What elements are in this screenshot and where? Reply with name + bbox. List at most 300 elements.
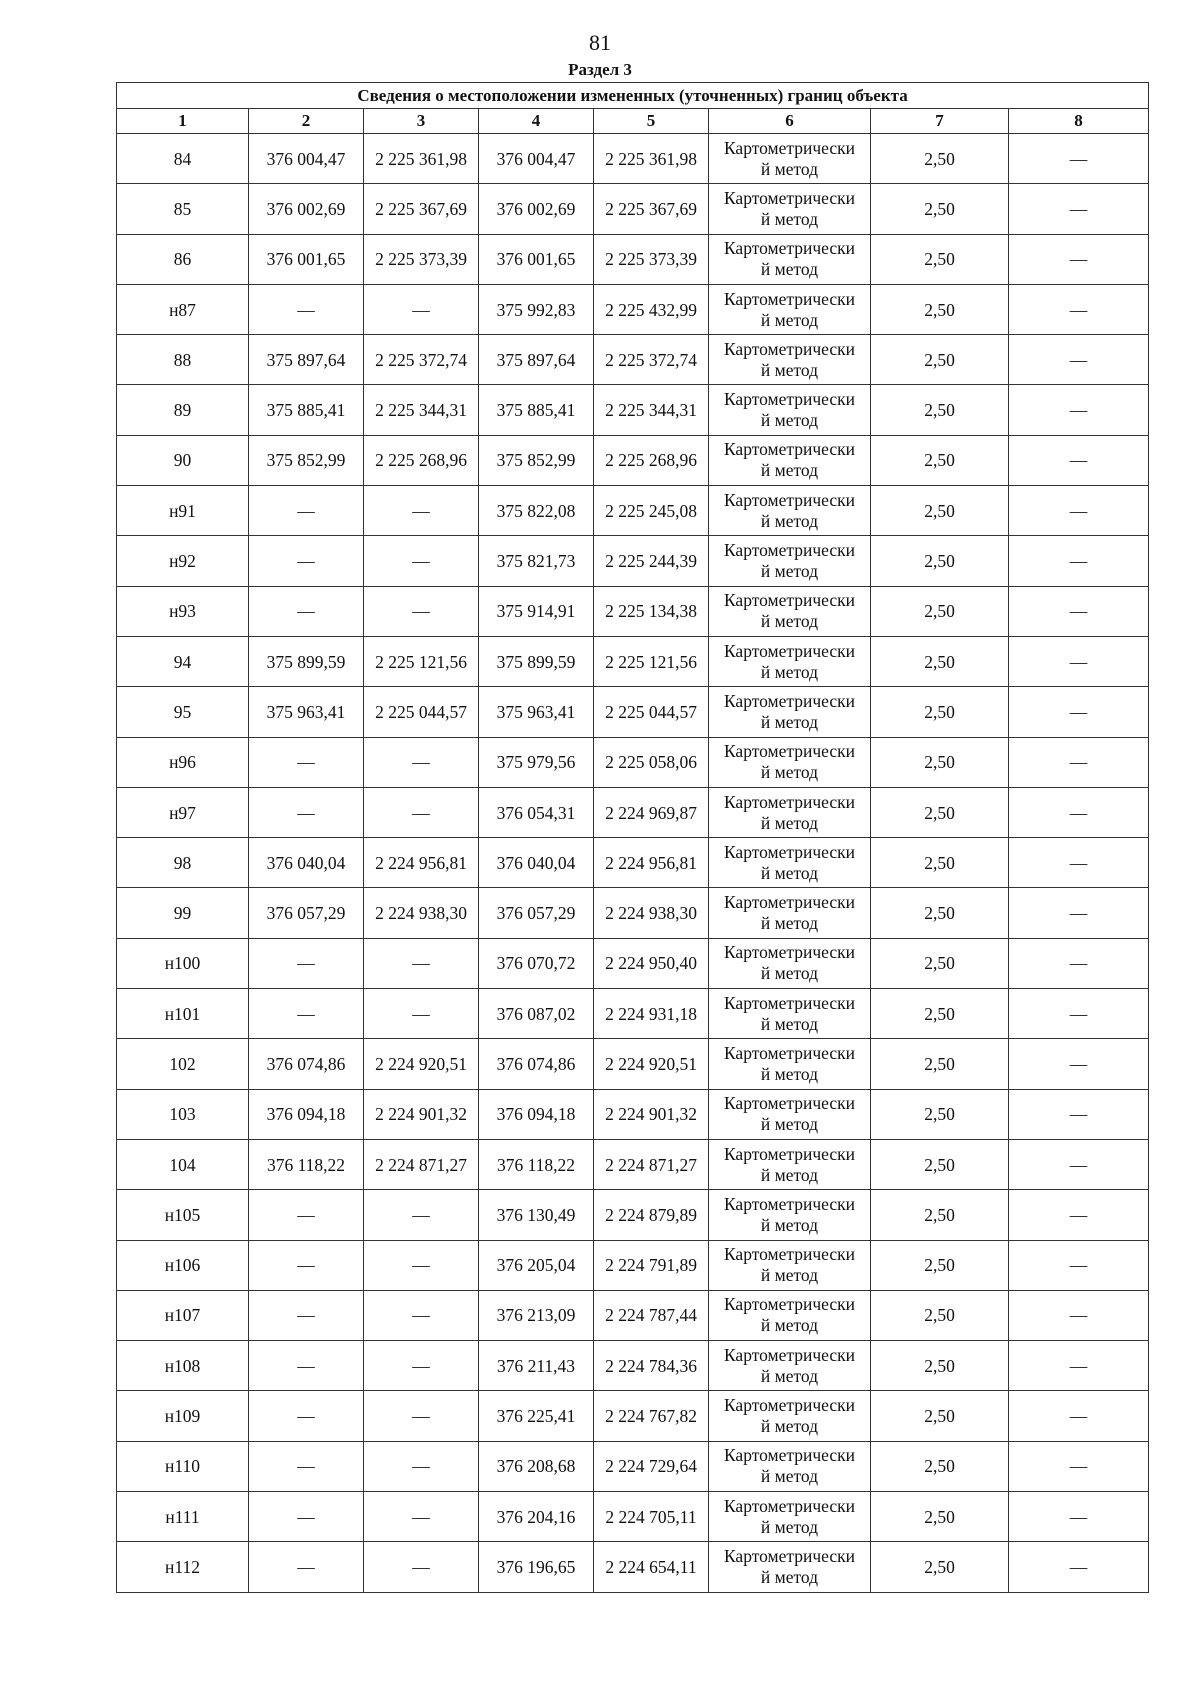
accuracy-cell: 2,50 [871,1089,1009,1139]
new-y-cell: 2 225 372,74 [594,335,709,385]
old-x-cell: 376 074,86 [249,1039,364,1089]
description-cell: — [1009,184,1149,234]
method-cell [709,234,871,284]
method-cell [709,1039,871,1089]
method-line-2: й метод [760,963,819,984]
point-number-cell: 90 [117,435,249,485]
table-row [117,335,1149,385]
accuracy-cell: 2,50 [871,1441,1009,1491]
point-number-cell: н97 [117,787,249,837]
old-x-cell: — [249,1441,364,1491]
old-x-cell: 376 094,18 [249,1089,364,1139]
boundary-coordinates-table [116,82,1149,1593]
method-cell [709,184,871,234]
method-line-1: Картометрически [723,1244,856,1265]
accuracy-cell: 2,50 [871,335,1009,385]
method-line-2: й метод [760,359,819,380]
old-y-cell: 2 225 044,57 [364,687,479,737]
table-row [117,1139,1149,1189]
method-cell [709,989,871,1039]
new-y-cell: 2 225 367,69 [594,184,709,234]
point-number-cell: 98 [117,838,249,888]
method-line-2: й метод [760,158,819,179]
point-number-cell: 86 [117,234,249,284]
method-line-1: Картометрически [723,841,856,862]
method-cell [709,787,871,837]
method-line-2: й метод [760,1416,819,1437]
old-x-cell: — [249,1290,364,1340]
new-y-cell: 2 224 787,44 [594,1290,709,1340]
point-number-cell: 103 [117,1089,249,1139]
old-x-cell: 376 001,65 [249,234,364,284]
new-y-cell: 2 225 134,38 [594,586,709,636]
old-x-cell: — [249,586,364,636]
method-line-2: й метод [760,1114,819,1135]
new-y-cell: 2 224 654,11 [594,1542,709,1592]
new-y-cell: 2 225 344,31 [594,385,709,435]
new-y-cell: 2 225 245,08 [594,486,709,536]
description-cell: — [1009,787,1149,837]
old-x-cell: — [249,1240,364,1290]
method-line-2: й метод [760,611,819,632]
old-x-cell: — [249,1391,364,1441]
table-caption-row [117,83,1149,109]
method-line-1: Картометрически [723,137,856,158]
method-line-1: Картометрически [723,590,856,611]
accuracy-cell: 2,50 [871,134,1009,184]
method-line-2: й метод [760,1164,819,1185]
method-cell [709,1542,871,1592]
table-row [117,1391,1149,1441]
new-y-cell: 2 225 432,99 [594,284,709,334]
old-y-cell: 2 225 268,96 [364,435,479,485]
new-x-cell: 375 852,99 [479,435,594,485]
accuracy-cell: 2,50 [871,1240,1009,1290]
new-x-cell: 376 094,18 [479,1089,594,1139]
method-cell [709,838,871,888]
table-row [117,1290,1149,1340]
method-line-1: Картометрически [723,690,856,711]
table-row [117,385,1149,435]
method-line-1: Картометрически [723,288,856,309]
old-y-cell: — [364,938,479,988]
method-line-1: Картометрически [723,1193,856,1214]
new-x-cell: 376 040,04 [479,838,594,888]
old-y-cell: 2 225 121,56 [364,636,479,686]
table-row [117,1341,1149,1391]
table-row [117,486,1149,536]
column-header: 1 [117,109,249,134]
table-row [117,234,1149,284]
old-y-cell: 2 224 901,32 [364,1089,479,1139]
point-number-cell: 88 [117,335,249,385]
old-y-cell: — [364,536,479,586]
old-x-cell: 375 885,41 [249,385,364,435]
accuracy-cell: 2,50 [871,234,1009,284]
old-x-cell: — [249,1542,364,1592]
old-x-cell: — [249,989,364,1039]
accuracy-cell: 2,50 [871,1492,1009,1542]
method-cell [709,1290,871,1340]
point-number-cell: н101 [117,989,249,1039]
method-line-1: Картометрически [723,892,856,913]
column-header: 5 [594,109,709,134]
column-header: 2 [249,109,364,134]
new-x-cell: 376 130,49 [479,1190,594,1240]
method-line-1: Картометрически [723,942,856,963]
table-body [117,134,1149,1593]
method-line-2: й метод [760,1365,819,1386]
method-line-2: й метод [760,1516,819,1537]
old-y-cell: 2 225 361,98 [364,134,479,184]
old-y-cell: 2 225 372,74 [364,335,479,385]
point-number-cell: н87 [117,284,249,334]
method-line-2: й метод [760,1315,819,1336]
method-line-2: й метод [760,561,819,582]
old-y-cell: 2 225 367,69 [364,184,479,234]
method-line-1: Картометрически [723,389,856,410]
accuracy-cell: 2,50 [871,838,1009,888]
new-x-cell: 376 087,02 [479,989,594,1039]
column-header: 3 [364,109,479,134]
old-x-cell: 376 118,22 [249,1139,364,1189]
description-cell: — [1009,1341,1149,1391]
column-header: 8 [1009,109,1149,134]
old-y-cell: 2 224 871,27 [364,1139,479,1189]
method-line-1: Картометрически [723,338,856,359]
description-cell: — [1009,1139,1149,1189]
new-x-cell: 375 914,91 [479,586,594,636]
method-line-1: Картометрически [723,540,856,561]
point-number-cell: н96 [117,737,249,787]
accuracy-cell: 2,50 [871,486,1009,536]
new-x-cell: 375 822,08 [479,486,594,536]
table-row [117,1039,1149,1089]
description-cell: — [1009,1391,1149,1441]
method-cell [709,1441,871,1491]
new-y-cell: 2 225 058,06 [594,737,709,787]
method-line-1: Картометрически [723,238,856,259]
new-x-cell: 376 118,22 [479,1139,594,1189]
method-cell [709,1190,871,1240]
new-y-cell: 2 225 373,39 [594,234,709,284]
description-cell: — [1009,1542,1149,1592]
method-line-2: й метод [760,1566,819,1587]
method-cell [709,385,871,435]
old-y-cell: — [364,737,479,787]
point-number-cell: н100 [117,938,249,988]
method-line-1: Картометрически [723,1344,856,1365]
description-cell: — [1009,1441,1149,1491]
new-y-cell: 2 224 729,64 [594,1441,709,1491]
method-line-2: й метод [760,259,819,280]
page-number: 81 [589,30,611,55]
new-x-cell: 376 208,68 [479,1441,594,1491]
point-number-cell: н108 [117,1341,249,1391]
method-cell [709,1139,871,1189]
new-y-cell: 2 224 705,11 [594,1492,709,1542]
table-row [117,888,1149,938]
old-x-cell: — [249,486,364,536]
description-cell: — [1009,1290,1149,1340]
new-x-cell: 375 897,64 [479,335,594,385]
method-line-1: Картометрически [723,489,856,510]
new-y-cell: 2 224 871,27 [594,1139,709,1189]
old-y-cell: — [364,284,479,334]
method-line-1: Картометрически [723,1042,856,1063]
method-line-1: Картометрически [723,741,856,762]
old-x-cell: 375 899,59 [249,636,364,686]
description-cell: — [1009,284,1149,334]
table-row [117,938,1149,988]
new-y-cell: 2 225 044,57 [594,687,709,737]
new-x-cell: 376 205,04 [479,1240,594,1290]
method-line-1: Картометрически [723,791,856,812]
table-row [117,1492,1149,1542]
table-row [117,435,1149,485]
accuracy-cell: 2,50 [871,1542,1009,1592]
new-x-cell: 376 196,65 [479,1542,594,1592]
old-x-cell: — [249,1341,364,1391]
method-line-2: й метод [760,661,819,682]
old-y-cell: 2 225 344,31 [364,385,479,435]
table-row [117,737,1149,787]
old-y-cell: — [364,787,479,837]
old-y-cell: — [364,1190,479,1240]
point-number-cell: н111 [117,1492,249,1542]
old-x-cell: — [249,938,364,988]
method-cell [709,335,871,385]
description-cell: — [1009,435,1149,485]
method-line-2: й метод [760,510,819,531]
accuracy-cell: 2,50 [871,787,1009,837]
accuracy-cell: 2,50 [871,1039,1009,1089]
old-y-cell: — [364,1341,479,1391]
method-line-1: Картометрически [723,187,856,208]
old-y-cell: 2 225 373,39 [364,234,479,284]
section-title: Раздел 3 [568,60,632,79]
description-cell: — [1009,134,1149,184]
new-y-cell: 2 224 767,82 [594,1391,709,1441]
column-header: 6 [709,109,871,134]
new-x-cell: 375 979,56 [479,737,594,787]
method-line-2: й метод [760,208,819,229]
table-row [117,1190,1149,1240]
new-y-cell: 2 225 121,56 [594,636,709,686]
accuracy-cell: 2,50 [871,1391,1009,1441]
old-y-cell: — [364,1542,479,1592]
accuracy-cell: 2,50 [871,888,1009,938]
old-x-cell: — [249,1190,364,1240]
accuracy-cell: 2,50 [871,1341,1009,1391]
new-x-cell: 376 004,47 [479,134,594,184]
table-row [117,989,1149,1039]
point-number-cell: н93 [117,586,249,636]
accuracy-cell: 2,50 [871,435,1009,485]
method-line-2: й метод [760,762,819,783]
accuracy-cell: 2,50 [871,284,1009,334]
method-line-2: й метод [760,309,819,330]
description-cell: — [1009,838,1149,888]
point-number-cell: 84 [117,134,249,184]
new-y-cell: 2 224 901,32 [594,1089,709,1139]
old-x-cell: 376 002,69 [249,184,364,234]
point-number-cell: н106 [117,1240,249,1290]
new-x-cell: 376 211,43 [479,1341,594,1391]
new-x-cell: 375 885,41 [479,385,594,435]
new-x-cell: 376 204,16 [479,1492,594,1542]
method-line-1: Картометрически [723,992,856,1013]
old-x-cell: — [249,787,364,837]
new-y-cell: 2 224 950,40 [594,938,709,988]
method-line-2: й метод [760,1214,819,1235]
accuracy-cell: 2,50 [871,586,1009,636]
old-x-cell: 375 852,99 [249,435,364,485]
new-y-cell: 2 224 791,89 [594,1240,709,1290]
table-row [117,184,1149,234]
method-cell [709,134,871,184]
old-y-cell: — [364,1240,479,1290]
old-y-cell: — [364,1391,479,1441]
method-cell [709,1492,871,1542]
table-row [117,134,1149,184]
description-cell: — [1009,586,1149,636]
old-x-cell: 376 040,04 [249,838,364,888]
table-row [117,1441,1149,1491]
description-cell: — [1009,636,1149,686]
method-line-2: й метод [760,913,819,934]
method-cell [709,486,871,536]
new-x-cell: 376 070,72 [479,938,594,988]
method-line-2: й метод [760,812,819,833]
new-y-cell: 2 224 969,87 [594,787,709,837]
table-row [117,1542,1149,1592]
new-x-cell: 376 225,41 [479,1391,594,1441]
column-header-row [117,109,1149,134]
new-x-cell: 376 074,86 [479,1039,594,1089]
accuracy-cell: 2,50 [871,1290,1009,1340]
method-line-1: Картометрически [723,1545,856,1566]
method-line-2: й метод [760,460,819,481]
method-cell [709,536,871,586]
old-x-cell: — [249,737,364,787]
point-number-cell: 102 [117,1039,249,1089]
method-cell [709,737,871,787]
new-x-cell: 376 054,31 [479,787,594,837]
old-y-cell: 2 224 956,81 [364,838,479,888]
column-header: 4 [479,109,594,134]
table-row [117,1089,1149,1139]
new-x-cell: 375 992,83 [479,284,594,334]
description-cell: — [1009,1240,1149,1290]
method-cell [709,888,871,938]
table-row [117,636,1149,686]
old-y-cell: — [364,1290,479,1340]
accuracy-cell: 2,50 [871,636,1009,686]
description-cell: — [1009,687,1149,737]
method-line-2: й метод [760,1063,819,1084]
method-line-1: Картометрически [723,640,856,661]
method-line-2: й метод [760,1466,819,1487]
table-row [117,586,1149,636]
method-line-1: Картометрически [723,1395,856,1416]
description-cell: — [1009,335,1149,385]
method-line-1: Картометрически [723,1143,856,1164]
method-cell [709,636,871,686]
description-cell: — [1009,938,1149,988]
point-number-cell: 95 [117,687,249,737]
accuracy-cell: 2,50 [871,184,1009,234]
description-cell: — [1009,486,1149,536]
table-row [117,687,1149,737]
point-number-cell: н107 [117,1290,249,1340]
table-row [117,838,1149,888]
method-cell [709,1391,871,1441]
new-x-cell: 375 821,73 [479,536,594,586]
new-x-cell: 376 057,29 [479,888,594,938]
old-x-cell: 375 897,64 [249,335,364,385]
accuracy-cell: 2,50 [871,536,1009,586]
method-line-2: й метод [760,1013,819,1034]
method-cell [709,938,871,988]
new-y-cell: 2 224 938,30 [594,888,709,938]
column-header: 7 [871,109,1009,134]
description-cell: — [1009,888,1149,938]
point-number-cell: 94 [117,636,249,686]
new-x-cell: 375 963,41 [479,687,594,737]
point-number-cell: н109 [117,1391,249,1441]
accuracy-cell: 2,50 [871,737,1009,787]
old-y-cell: — [364,586,479,636]
old-y-cell: — [364,989,479,1039]
point-number-cell: н105 [117,1190,249,1240]
description-cell: — [1009,1089,1149,1139]
method-cell [709,435,871,485]
point-number-cell: н112 [117,1542,249,1592]
description-cell: — [1009,1190,1149,1240]
new-y-cell: 2 224 879,89 [594,1190,709,1240]
new-x-cell: 376 213,09 [479,1290,594,1340]
accuracy-cell: 2,50 [871,385,1009,435]
new-x-cell: 376 001,65 [479,234,594,284]
old-x-cell: 376 057,29 [249,888,364,938]
point-number-cell: н92 [117,536,249,586]
point-number-cell: 104 [117,1139,249,1189]
old-y-cell: 2 224 938,30 [364,888,479,938]
method-line-1: Картометрически [723,1495,856,1516]
method-line-2: й метод [760,711,819,732]
method-line-1: Картометрически [723,1445,856,1466]
point-number-cell: 99 [117,888,249,938]
method-cell [709,1089,871,1139]
new-y-cell: 2 225 244,39 [594,536,709,586]
old-x-cell: 375 963,41 [249,687,364,737]
table-row [117,787,1149,837]
table-caption: Сведения о местоположении измененных (уточненных) границ объекта [117,83,1149,109]
old-x-cell: — [249,1492,364,1542]
accuracy-cell: 2,50 [871,1190,1009,1240]
table-row [117,284,1149,334]
description-cell: — [1009,989,1149,1039]
point-number-cell: н110 [117,1441,249,1491]
old-y-cell: 2 224 920,51 [364,1039,479,1089]
new-y-cell: 2 224 956,81 [594,838,709,888]
accuracy-cell: 2,50 [871,938,1009,988]
description-cell: — [1009,1492,1149,1542]
new-x-cell: 376 002,69 [479,184,594,234]
new-y-cell: 2 224 920,51 [594,1039,709,1089]
new-x-cell: 375 899,59 [479,636,594,686]
